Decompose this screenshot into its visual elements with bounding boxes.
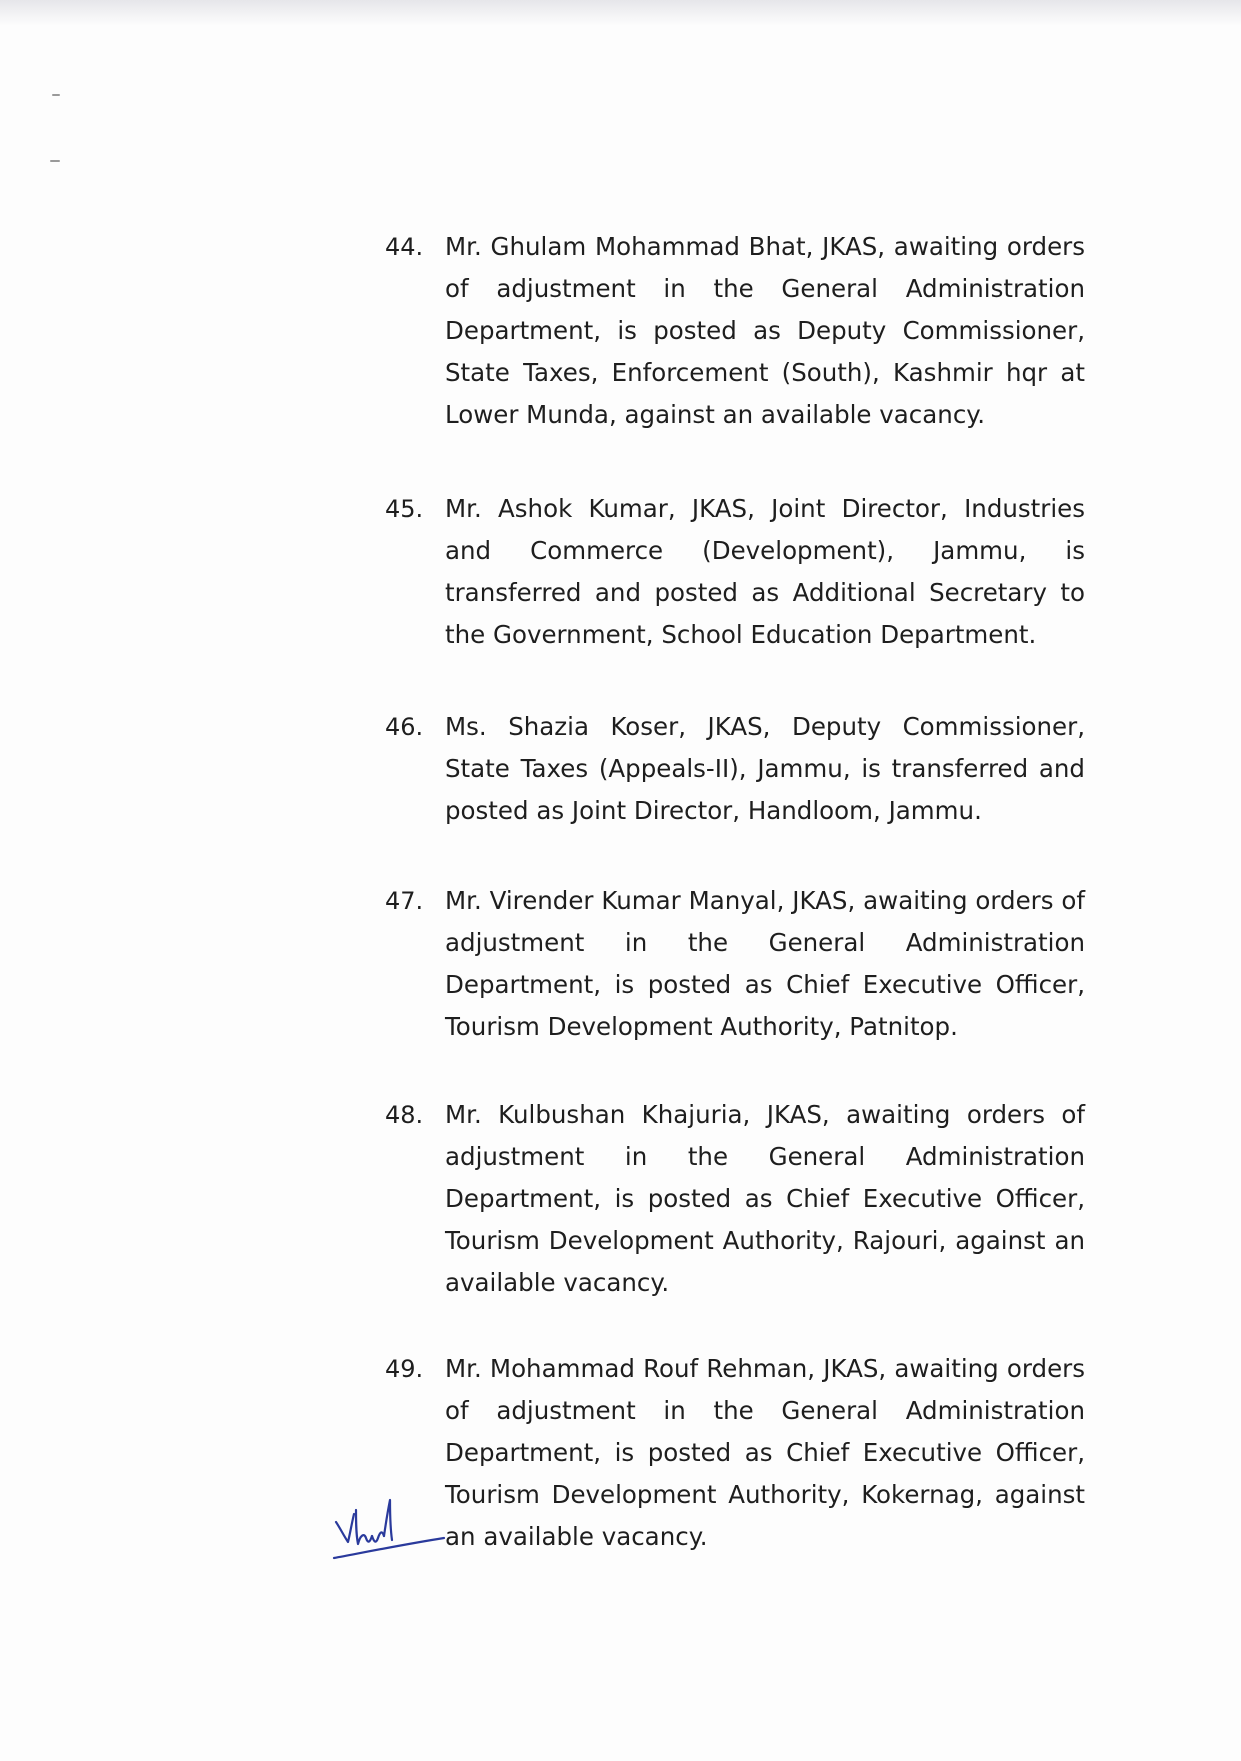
item-number: 44. (385, 233, 424, 261)
item-number: 49. (385, 1355, 424, 1383)
item-text: Mr. Kulbushan Khajuria, JKAS, awaiting orders of adjustment in the General Administration Department, is posted as Chief Executive Officer, Tourism Development Authority, Rajouri, against an available vacancy. (445, 1100, 1085, 1297)
scan-speck (50, 160, 60, 162)
item-text: Mr. Mohammad Rouf Rehman, JKAS, awaiting orders of adjustment in the General Administration Department, is posted as Chief Executive Officer, Tourism Development Authority, Kokernag, against an available vacancy. (445, 1354, 1085, 1551)
signature-icon (326, 1492, 466, 1562)
item-text: Mr. Ashok Kumar, JKAS, Joint Director, Industries and Commerce (Development), Jammu, is transferred and posted as Additional Secretary to the Government, School Education Department. (445, 494, 1085, 649)
item-text: Mr. Ghulam Mohammad Bhat, JKAS, awaiting orders of adjustment in the General Administration Department, is posted as Deputy Commissioner, State Taxes, Enforcement (South), Kashmir hqr at Lower Munda, against an available vacancy. (445, 232, 1085, 429)
item-number: 47. (385, 887, 424, 915)
item-number: 48. (385, 1101, 424, 1129)
scan-speck (52, 94, 60, 96)
item-text: Mr. Virender Kumar Manyal, JKAS, awaiting orders of adjustment in the General Administration Department, is posted as Chief Executive Officer, Tourism Development Authority, Patnitop. (445, 886, 1085, 1041)
item-number: 45. (385, 495, 424, 523)
item-text: Ms. Shazia Koser, JKAS, Deputy Commissioner, State Taxes (Appeals-II), Jammu, is transferred and posted as Joint Director, Handloom, Jammu. (445, 712, 1085, 825)
scan-shadow (0, 0, 1241, 26)
item-number: 46. (385, 713, 424, 741)
